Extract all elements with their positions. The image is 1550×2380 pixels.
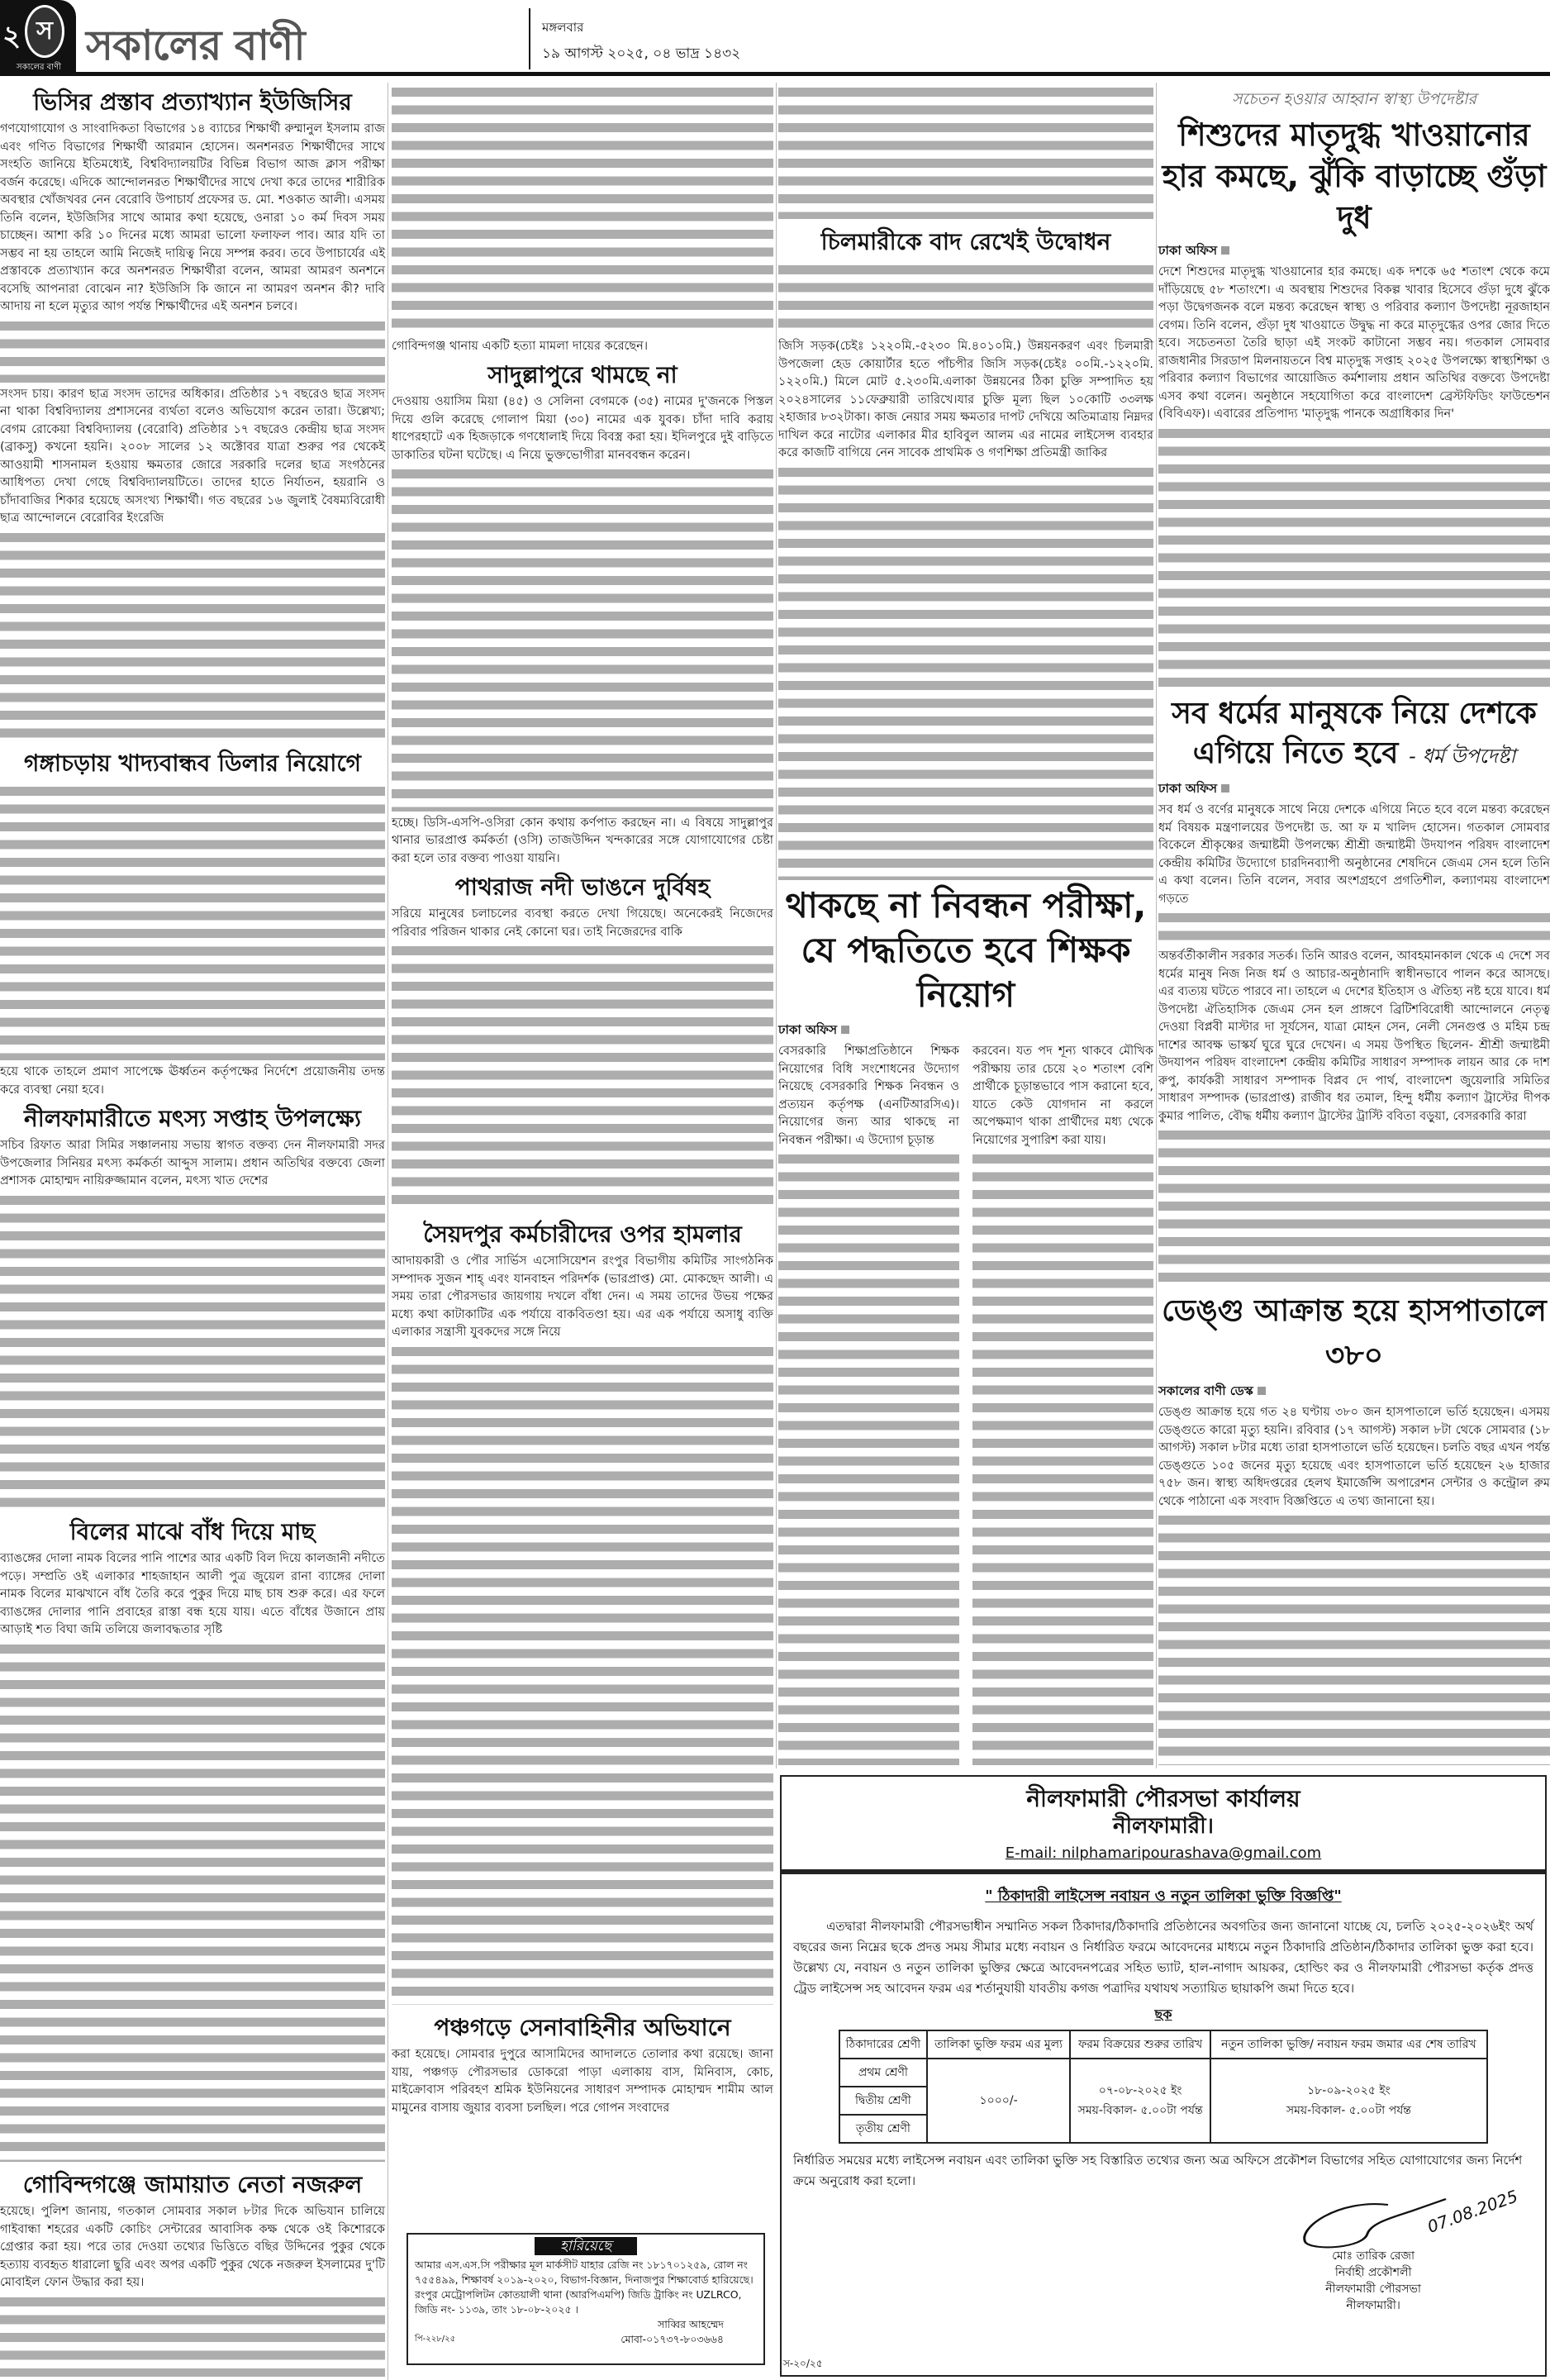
table-caption: ছক <box>1154 2006 1172 2022</box>
article-body: জিসি সড়ক(চেইঃ ১২২০মি.-৫২৩০ মি.৪০১০মি.) উন্নয়নকরণ এবং চিলমারী উপজেলা হেড কোয়ার্টার হতে পাঁচপীর জিসি সড়ক(চেইঃ ০০মি.-১২২০মি. ১২২০মি.) মিলে মোট ৫.২৩০মি.এলাকা উন্নয়নের ঠিকা চুক্তি সম্পাদিত হয় ২০২৪সালের ১১ফেব্রুয়ারী তারিখে।যার চুক্তি মূল্য ছিল ১০কোটি ৩৩লক্ষ ২হাজার ৮৩২টাকা। কাজ নেয়ার সময় ক্ষমতার দাপট দেখিয়ে অতিমাত্রায় নিম্নদর দাখিল করে নাটোর এলাকার মীর হাবিবুল আলম এর নামের লাইসেন্স ব্যবহার করে কাজটি বাগিয়ে নেন সাবেক প্রাথমিক ও গণশিক্ষা প্রতিমন্ত্রী জাকির <box>778 340 1153 459</box>
start-date-cell <box>1070 2059 1210 2143</box>
text-continuation <box>1158 424 1550 692</box>
headline-text: সব ধর্মের মানুষকে নিয়ে দেশকে এগিয়ে নিতে হবে <box>1172 697 1537 770</box>
signer-block <box>1325 2248 1421 2314</box>
article-body: সংসদ চায়। কারণ ছাত্র সংসদ তাদের অধিকার। প্রতিষ্ঠার ১৭ বছরেও ছাত্র সংসদ না থাকা বিশ্ববিদ্যালয় প্রশাসনের ব্যর্থতা বলেও অভিযোগ করেন তারা। উল্লেখ্য; বেগম রোকেয়া বিশ্ববিদ্যালয় (বেরোবি) প্রতিষ্ঠার ১৭ বছরেও কেন্দ্রীয় ছাত্র সংসদ (ব্রাকসু) কখনো হয়নি। ২০০৮ সালের ১২ অক্টোবর যাত্রা শুরুর পর থেকেই আওয়ামী শাসনামল হওয়ায় ক্ষমতার জোরে সরকারি দলের ছাত্র সংগঠনের আধিপত্য দেখা গেছে বিশ্ববিদ্যালয়টিতে। তাদের হাতে নির্যাতন, হয়রানি ও চাঁদাবাজির শিকার হয়েছে অসংখ্য শিক্ষার্থী। গত বছরের ১৬ জুলাই বৈষম্যবিরোধী ছাত্র আন্দোলনে বেরোবির ইংরেজি <box>0 387 385 525</box>
end-date-cell <box>1210 2059 1487 2143</box>
headline: ভিসির প্রস্তাব প্রত্যাখ্যান ইউজিসির <box>33 88 352 116</box>
column-4 <box>1158 83 1550 1768</box>
square-icon <box>1221 784 1229 793</box>
headline: পাথরাজ নদী ভাঙনে দুর্বিষহ <box>454 873 711 901</box>
text-continuation <box>392 83 773 335</box>
text-continuation <box>778 463 1153 881</box>
article-body: বেসরকারি শিক্ষাপ্রতিষ্ঠানে শিক্ষক নিয়োগের বিধি সংশোধনের উদ্যোগ নিয়েছে বেসরকারি শিক্ষক নিবন্ধন ও প্রত্যয়ন কর্তৃপক্ষ (এনটিআরসিএ)। নিয়োগের জন্য আর থাকছে না নিবন্ধন পরীক্ষা। এ উদ্যোগ চূড়ান্ত <box>778 1045 959 1147</box>
column-2 <box>392 83 773 2228</box>
article-body: অন্তর্বর্তীকালীন সরকার সতর্ক। তিনি আরও বলেন, আবহমানকাল থেকে এ দেশে সব ধর্মের মানুষ নিজ নিজ ধর্ম ও আচার-অনুষ্ঠানাদি স্বাধীনভাবে পালন করে আসছে। এর ব্যত্যয় ঘটতে পারবে না। তাহলে এ দেশের ইতিহাস ও ঐতিহ্য নষ্ট হয়ে যাবে। ধর্ম উপদেষ্টা ঐতিহাসিক জেএম সেন হল প্রাঙ্গণে ব্রিটিশবিরোধী আন্দোলনে নেতৃত্ব দেওয়া বিপ্লবী মাস্টার দা সূর্যসেন, যাত্রা মোহন সেন, নেলী সেনগুপ্ত ও মহিম চন্দ্র দাশের আবক্ষ ভাস্কর্য ঘুরে ঘুরে দেখেন। এ সময় উপস্থিত ছিলেন- শ্রীশ্রী জন্মাষ্টমী উদযাপন পরিষদ বাংলাদেশ কেন্দ্রীয় কমিটির সাধারণ সম্পাদক লায়ন আর কে দাশ রুপু, কার্যকরী সাধারণ সম্পাদক বিপ্লব দে পার্থ, বাংলাদেশ জুয়েলারি সমিতির সাধারণ সম্পাদক (ভারপ্রাপ্ত) রাজীব ধর তমাল, হিন্দু ধর্মীয় কল্যাণ ট্রাস্টের দীপক কুমার পালিত, বৌদ্ধ ধর্মীয় কল্যাণ ট্রাস্টের ট্রাস্টি ববিতা বড়ুয়া, বেসরকারি কারা <box>1158 950 1550 1123</box>
article-sadullapur <box>392 355 773 868</box>
table-header: ফরম বিক্রয়ের শুরুর তারিখ <box>1070 2030 1210 2059</box>
text-continuation <box>392 1342 773 2006</box>
headline: ডেঙ্গু আক্রান্ত হয়ে হাসপাতালে ৩৮০ <box>1162 1294 1547 1373</box>
article-body: দেওয়ায় ওয়াসিম মিয়া (৪৫) ও সেলিনা বেগমকে (৩৫) নামের দু'জনকে পিস্তল দিয়ে গুলি করেছে গোলাপ মিয়া (৩০) নামের এক যুবক। চাঁদা দাবি করায় ধাপেরহাটে এক হিজড়াকে গণধোলাই দিয়ে বিবস্ত্র করা হয়। ইদিলপুরে দুই বাড়িতে ডাকাতির ঘটনা ঘটেছে। এ নিয়ে ভুক্তভোগীরা মানববন্ধন করেন। <box>392 395 773 462</box>
headline: বিলের মাঝে বাঁধ দিয়ে মাছ <box>69 1518 316 1545</box>
headline: চিলমারীকে বাদ রেখেই উদ্বোধন <box>820 228 1111 255</box>
article-panchagarh-army <box>392 2008 773 2228</box>
headline: শিশুদের মাতৃদুগ্ধ খাওয়ানোর হার কমছে, ঝুঁকি বাড়াচ্ছে গুঁড়া দুধ <box>1162 117 1547 236</box>
start-date: ০৭-০৮-২০২৫ ইং <box>1098 2084 1182 2097</box>
headline: সাদুল্লাপুরে থামছে না <box>487 361 678 388</box>
text-continuation <box>778 83 1153 219</box>
two-column-body <box>778 1043 1153 1768</box>
headline <box>1158 694 1550 776</box>
price-cell: ১০০০/- <box>927 2059 1071 2143</box>
logo-caption: সকালের বাণী <box>3 61 74 75</box>
article-body: করবেন। যত পদ শূন্য থাকবে মৌখিক পরীক্ষায় তার চেয়ে ২০ শতাংশ বেশি প্রার্থীকে চূড়ান্তভাবে পাস করানো হবে, যাতে কেউ যোগদান না করলে অপেক্ষমাণ থাকা প্রার্থীদের মধ্য থেকে নিয়োগের সুপারিশ করা যায়। <box>972 1045 1153 1147</box>
end-time: সময়-বিকাল- ৫.০০টা পর্যন্ত <box>1286 2104 1411 2117</box>
article-body: ব্যাঙঙ্গের দোলা নামক বিলের পানি পাশের আর একটি বিল দিয়ে কালজানী নদীতে পড়ে। সম্প্রতি ওই এলাকার শাহজাহান আলী পুত্র জুয়েল রানা ব্যাঙ্গের দোলা নামক বিলের মাঝখানে বাঁধ তৈরি করে পুকুর দিয়ে মাছ চাষ শুরু করে। এর ফলে ব্যাঙঙ্গের দোলার পানি প্রবাহের রাস্তা বন্ধ হয়ে যায়। এতে বাঁধের উজানে প্রায় আড়াই শত বিঘা জমি তলিয়ে জলাবদ্ধতার সৃষ্টি <box>0 1552 385 1636</box>
column-divider <box>776 83 777 1768</box>
article-body: গোবিন্দগঞ্জ থানায় একটি হত্যা মামলা দায়ের করেছেন। <box>392 339 648 353</box>
lost-notice-phone: মোবা-০১৭৩৭-৮০৩৬৬৪ <box>620 2333 724 2345</box>
text-continuation <box>0 528 385 741</box>
ad-paragraph-text: এতদ্বারা নীলফামারী পৌরসভাধীন সম্মানিত সকল ঠিকাদার/ঠিকাদারি প্রতিষ্ঠানের অবগতির জন্য জানানো যাচ্ছে যে, চলতি ২০২৫-২০২৬ইং অর্থ বছরের জন্য নিম্নের ছকে প্রদত্ত সময় সীমার মধ্যে নবায়ন ও নির্ধারিত ফরমে আবেদনের মাধ্যমে নতুন ঠিকাদারি প্রতিষ্ঠান/ঠিকাদার তালিকা ভুক্ত করা হবে। উল্লেখ্য যে, নবায়ন ও নতুন তালিকা ভুক্তির ক্ষেত্রে আবেদনপত্রের সহিত ভ্যাট, হাল-নাগাদ আয়কর, হোল্ডিং কর ও নীলফামারী পৌরসভা কর্তৃক প্রদত্ত ট্রেড লাইসেন্স সহ আবেদন ফরম এর শর্তানুযায়ী যাবতীয় কগজ পত্রাদির যথাযথ সত্যায়িত ছায়াকপি জমা দিতে হবে। <box>793 1919 1533 1996</box>
byline <box>778 1021 1153 1041</box>
text-continuation <box>0 782 385 1060</box>
byline <box>1158 241 1550 262</box>
column-divider <box>1156 83 1157 1768</box>
lost-notice-footer <box>415 2332 757 2347</box>
lost-notice-body: আমার এস.এস.সি পরীক্ষার মূল মার্কসীট যাহার রেজি নং ১৮১৭০১২৫৯, রোল নং ৭৫৫৪৯৯, শিক্ষাবর্ষ ২০১৯-২০২০, বিভাগ-বিজ্ঞান, দিনাজপুর শিক্ষাবোর্ড হারিয়েছে। রংপুর মেট্রোপলিটন কোতয়ালী থানা (আরপিএমপি) জিডি ট্রাকিং নং UZLRCO, জিডি নং- ১১৩৯, তাং ১৮-০৮-২০২৫ । <box>415 2259 754 2316</box>
ad-header <box>782 1777 1545 1874</box>
article-religion-adviser <box>1158 694 1550 1289</box>
article-body: হচ্ছে। ডিসি-এসপি-ওসিরা কোন কথায় কর্ণপাত করছেন না। এ বিষয়ে সাদুল্লাপুর থানার ভারপ্রাপ্ত কর্মকর্তা (ওসি) তাজউদ্দিন খন্দকারের সঙ্গে যোগাযোগের চেষ্টা করা হলে তার বক্তব্য পাওয়া যায়নি। <box>392 816 773 865</box>
lost-notice-name: সাব্বির আহম্মেদ <box>658 2318 724 2330</box>
table-header: তালিকা ভুক্তি ফরম এর মুল্য <box>927 2030 1071 2059</box>
text-continuation <box>1158 1511 1550 1765</box>
class-cell: তৃতীয় শ্রেণী <box>839 2115 927 2143</box>
masthead <box>0 0 1550 76</box>
article-body: সরিয়ে মানুষের চলাচলের ব্যবস্থা করতে দেখা গিয়েছে। অনেকেরই নিজেদের পরিবার পরিজন থাকার নেই কোনো ঘর। তাই নিজেরদের বাকি <box>392 907 773 939</box>
weekday: মঙ্গলবার <box>542 20 584 35</box>
kicker: সচেতন হওয়ার আহ্বান স্বাস্থ্য উপদেষ্টার <box>1232 90 1476 108</box>
text-continuation <box>1158 1126 1550 1286</box>
byline-text: ঢাকা অফিস <box>778 1022 838 1037</box>
ad-title: " ঠিকাদারী লাইসেন্স নবায়ন ও নতুন তালিকা ভুক্তি বিজ্ঞপ্তি" <box>985 1887 1342 1905</box>
article-fish-week <box>0 1099 385 1512</box>
masthead-divider <box>529 8 530 69</box>
lost-notice-title: হারিয়েছে <box>535 2237 637 2255</box>
square-icon <box>1258 1387 1266 1395</box>
headline: থাকছে না নিবন্ধন পরীক্ষা, যে পদ্ধতিতে হবে শিক্ষক নিয়োগ <box>785 885 1147 1015</box>
byline <box>1158 1382 1550 1402</box>
schedule-table <box>839 2030 1488 2144</box>
signer-office: নীলফামারী পৌরসভা <box>1325 2282 1421 2296</box>
article-saidpur-attack <box>392 1215 773 2008</box>
article-breastfeeding <box>1158 83 1550 694</box>
article-body: ডেঙ্গু আক্রান্ত হয়ে গত ২৪ ঘণ্টায় ৩৮০ জন হাসপাতালে ভর্তি হয়েছেন। এসময় ডেঙ্গুতে কারো মৃত্যু হয়নি। রবিবার (১৭ আগস্ট) সকাল ৮টা থেকে সোমবার (১৮ আগস্ট) সকাল ৮টার মধ্যে তারা হাসপাতালে ভর্তি হয়েছেন। চলতি বছর এখন পর্যন্ত ডেঙ্গুতে ১০৫ জনের মৃত্যু হয়েছে এবং হাসপাতালে ভর্তি হয়েছেন ২৬ হাজার ৭৫৮ জন। স্বাস্থ্য অধিদপ্তরের হেলথ ইমার্জেন্সি অপারেশন সেন্টার ও কন্ট্রোল রুম থেকে পাঠানো এক সংবাদ বিজ্ঞপ্তিতে এ তথ্য জানানো হয়। <box>1158 1406 1550 1508</box>
article-teacher-recruitment <box>778 883 1153 1768</box>
article-chilmari <box>778 222 1153 883</box>
article-body: গণযোগাযোগ ও সাংবাদিকতা বিভাগের ১৪ ব্যাচের শিক্ষার্থী রুম্মানুল ইসলাম রাজ এবং গণিত বিভাগের শিক্ষার্থী আরমান হোসেন। অনশনরত শিক্ষার্থীদের সাথে সংহতি জানিয়ে ইতিমধ্যেই, বিশ্ববিদ্যালয়টির বিভিন্ন বিভাগ আজ ক্লাস পরীক্ষা বর্জন করেছে। এদিকে আন্দোলনরত শিক্ষার্থীদের সাথে দেখা করে তাদের শারীরিক অবস্থার খোঁজখবর নেন বেরোবি উপাচার্য প্রফেসর ড. মো. শওকাত আলী। এসময় তিনি বলেন, ইউজিসির সাথে আমার কথা হয়েছে, ওনারা ১০ কর্ম দিবস সময় চাচ্ছেন। আশা করি ১০ দিনের মধ্যে আমরা ভালো ফলাফল পাব। আর যদি তা সম্ভব না হয় তাহলে আমি নিজেই দায়িত্ব নিয়ে সম্পন্ন করব। তবে উপাচার্যের এই প্রস্তাবকে প্রত্যাখ্যান করে অনশনরত শিক্ষার্থীরা বলেন, আমরা আমরণ অনশনে বসেছি আপনারা বোঝেন না? ইউজিসি কি জানে না আমরণ অনশন কী? দাবি আদায় না হলে মৃত্যুর আগ পর্যন্ত শিক্ষার্থীদের এই অনশন চলবে। <box>0 122 385 313</box>
column-1 <box>0 83 385 2380</box>
article-body: আদায়কারী ও পৌর সার্ভিস এসোসিয়েশন রংপুর বিভাগীয় কমিটির সাংগঠনিক সম্পাদক সুজন শাহ্ এবং যানবাহন পরিদর্শক (ভারপ্রাপ্ত) মো. মোকছেদ আলী। এ সময় তারা পৌরসভার জায়গায় দখলে বাঁধা দেন। এ সময় তাদের উভয় পক্ষের মধ্যে কথা কাটাকাটির এক পর্যায়ে বাকবিতণ্ডা হয়। এর এক পর্যায়ে অসাধু ব্যক্তি এলাকার সন্ত্রাসী যুবকদের সঙ্গে নিয়ে <box>392 1254 773 1339</box>
square-icon <box>841 1026 849 1034</box>
text-continuation <box>1158 908 1550 945</box>
ad-paragraph <box>782 1910 1545 1999</box>
ad-code: স-২০/২৫ <box>783 2358 823 2369</box>
text-continuation <box>778 260 1153 335</box>
byline-text: ঢাকা অফিস <box>1158 781 1218 796</box>
newspaper-name: সকালের বাণী <box>86 21 305 69</box>
byline <box>1158 779 1550 800</box>
headline: সৈয়দপুর কর্মচারীদের ওপর হামলার <box>423 1221 742 1248</box>
headline-suffix: - ধর্ম উপদেষ্টা <box>1408 745 1516 768</box>
logo-icon: স <box>25 5 64 58</box>
ad-footer-text: নির্ধারিত সময়ের মধ্যে লাইসেন্স নবায়ন এবং তালিকা ভুক্তি সহ বিস্তারিত তথ্যের জন্য অত্র অফিসে প্রকৌশল বিভাগের সহিত যোগাযোগের জন্য নির্দেশ ক্রমে অনুরোধ করা হলো। <box>793 2153 1523 2188</box>
class-cell: দ্বিতীয় শ্রেণী <box>839 2087 927 2115</box>
signature-area <box>782 2186 1545 2375</box>
article-body: দেশে শিশুদের মাতৃদুগ্ধ খাওয়ানোর হার কমছে। এক দশকে ৬৫ শতাংশ থেকে কমে দাঁড়িয়েছে ৫৮ শতাংশে। এ অবস্থায় শিশুদের বিকল্প খাবার হিসেবে গুঁড়া দুধে ঝুঁকে পড়া উদ্বেগজনক বলে মন্তব্য করেছেন স্বাস্থ্য ও পরিবার কল্যাণ উপদেষ্টা নূরজাহান বেগম। তিনি বলেন, গুঁড়া দুধ খাওয়াতে উদ্বুদ্ধ না করে মাতৃদুগ্ধের ওপর জোর দিতে হবে। সচেতনতা তৈরি ছাড়া এই সংকট কাটানো সম্ভব নয়। গতকাল সোমবার রাজধানীর সিরডাপ মিলনায়তনে বিশ্ব মাতৃদুগ্ধ সপ্তাহ ২০২৫ উপলক্ষ্যে স্বাস্থ্যশিক্ষা ও পরিবার কল্যাণ বিভাগের আয়োজিত কর্মশালায় প্রধান অতিথির বক্তব্যে উপদেষ্টা এসব কথা বলেন। অনুষ্ঠানে সহযোগিতা করে বাংলাদেশ ব্রেস্টফিডিং ফাউন্ডেশন (বিবিএফ)। এবারের প্রতিপাদ্য 'মাতৃদুগ্ধ পানকে অগ্রাধিকার দিন' <box>1158 265 1550 421</box>
signer-name: মোঃ তারিক রেজা <box>1332 2249 1415 2263</box>
table-header: ঠিকাদারের শ্রেণী <box>839 2030 927 2059</box>
text-continuation <box>392 941 773 1211</box>
article-body: সব ধর্ম ও বর্ণের মানুষকে সাথে নিয়ে দেশকে এগিয়ে নিতে হবে বলে মন্তব্য করেছেন ধর্ম বিষয়ক মন্ত্রণালয়ের উপদেষ্টা ড. আ ফ ম খালিদ হোসেন। গতকাল সোমবার বিকেলে শ্রীকৃষ্ণের জন্মাষ্টমী উপলক্ষ্যে শ্রীশ্রী জন্মাষ্টমী উদযাপন পরিষদ বাংলাদেশ কেন্দ্রীয় কমিটির উদ্যোগে চারদিনব্যাপী অনুষ্ঠানের শেষদিনে জেএম সেন হলে তিনি এ কথা বলেন। তিনি বলেন, সবার অংশগ্রহণে প্রগতিশীল, কল্যাণময় বাংলাদেশ গড়তে <box>1158 803 1550 906</box>
square-icon <box>1221 246 1229 255</box>
lost-notice <box>407 2233 765 2365</box>
text-continuation <box>392 464 773 812</box>
class-cell: প্রথম শ্রেণী <box>839 2059 927 2087</box>
article-body: হয়েছে। পুলিশ জানায়, গতকাল সোমবার সকাল ৮টার দিকে অভিযান চালিয়ে গাইবান্ধা শহরের একটি কোচিং সেন্টারের আবাসিক কক্ষ থেকে ওই কিশোরকে গ্রেপ্তার করা হয়। পরে তার দেওয়া তথ্যের ভিত্তিতে বছির উদ্দিনের পুকুর থেকে হত্যায় ব্যবহৃত ধারালো ছুরি এবং অপর একটি পুকুর থেকে নজরুল ইসলামের দু'টি মোবাইল ফোন উদ্ধার করা হয়। <box>0 2205 385 2289</box>
text-continuation <box>0 1191 385 1510</box>
article-pathraj-river <box>392 868 773 1215</box>
headline: গঙ্গাচড়ায় খাদ্যবান্ধব ডিলার নিয়োগে <box>24 750 361 777</box>
ad-office: নীলফামারী পৌরসভা কার্যালয় <box>1026 1785 1300 1812</box>
ad-city: নীলফামারী। <box>1113 1814 1214 1839</box>
byline-text: ঢাকা অফিস <box>1158 243 1218 258</box>
start-time: সময়-বিকাল- ৫.০০টা পর্যন্ত <box>1077 2104 1203 2117</box>
table-header: নতুন তালিকা ভুক্তি/ নবায়ন ফরম জমার এর শেষ তারিখ <box>1210 2030 1487 2059</box>
page-number: ২ <box>2 19 21 53</box>
text-continuation <box>0 2292 385 2378</box>
municipality-notice-ad <box>780 1775 1547 2377</box>
headline: পঞ্চগড়ে সেনাবাহিনীর অভিযানে <box>434 2014 731 2041</box>
text-continuation <box>778 1150 959 1765</box>
date: ১৯ আগস্ট ২০২৫, ০৪ ভাদ্র ১৪৩২ <box>542 45 741 62</box>
article-dengue <box>1158 1289 1550 1768</box>
ad-email: E-mail: nilphamaripourashava@gmail.com <box>1005 1844 1322 1862</box>
signer-city: নীলফামারী। <box>1346 2299 1400 2312</box>
text-continuation <box>972 1150 1153 1765</box>
signature-date: 07.08.2025 <box>1424 2186 1521 2237</box>
lost-notice-code: পি-২২৮/২৫ <box>415 2335 456 2344</box>
end-date: ১৮-০৯-২০২৫ ইং <box>1307 2084 1391 2097</box>
article-body: হয়ে থাকে তাহলে প্রমাণ সাপেক্ষে ঊর্ধ্বতন কর্তৃপক্ষের নির্দেশে প্রয়োজনীয় তদন্ত করে ব্যবস্থা নেয়া হবে। <box>0 1065 385 1097</box>
text-continuation <box>0 317 385 383</box>
text-continuation <box>0 1640 385 2163</box>
column-3 <box>778 83 1153 1768</box>
headline: গোবিন্দগঞ্জে জামায়াত নেতা নজরুল <box>22 2171 363 2198</box>
article-gobindaganj-nazrul <box>0 2165 385 2380</box>
article-vc-proposal <box>0 83 385 744</box>
article-beel-dam <box>0 1512 385 2165</box>
article-body: সচিব রিফাত আরা সিমির সঞ্চালনায় সভায় স্বাগত বক্তব্য দেন নীলফামারী সদর উপজেলার সিনিয়র মৎস্য কর্মকর্তা আব্দুস সালাম। প্রধান অতিথির বক্তব্যে জেলা প্রশাসক মোহাম্মদ নায়িরুজ্জামান বলেন, মৎস্য খাত দেশের <box>0 1139 385 1188</box>
signer-title: নির্বাহী প্রকৌশলী <box>1334 2266 1412 2279</box>
byline-text: সকালের বাণী ডেস্ক <box>1158 1383 1253 1398</box>
article-body: করা হয়েছে। সোমবার দুপুরে আসামিদের আদালতে তোলার কথা রয়েছে। জানা যায়, পঞ্চগড় পৌরসভার ডোকরো পাড়া এলাকায় বাস, মিনিবাস, কোচ, মাইক্রোবাস পরিবহণ শ্রমিক ইউনিয়নের সাধারণ সম্পাদক মোহাম্মদ শামীম আল মামুনের বাসায় জুয়ার ব্যবসা চলছিল। পরে গোপন সংবাদের <box>392 2048 773 2115</box>
headline: নীলফামারীতে মৎস্য সপ্তাহ উপলক্ষ্যে <box>24 1105 361 1132</box>
article-continuation <box>392 83 773 355</box>
article-gangachara-dealer <box>0 744 385 1099</box>
